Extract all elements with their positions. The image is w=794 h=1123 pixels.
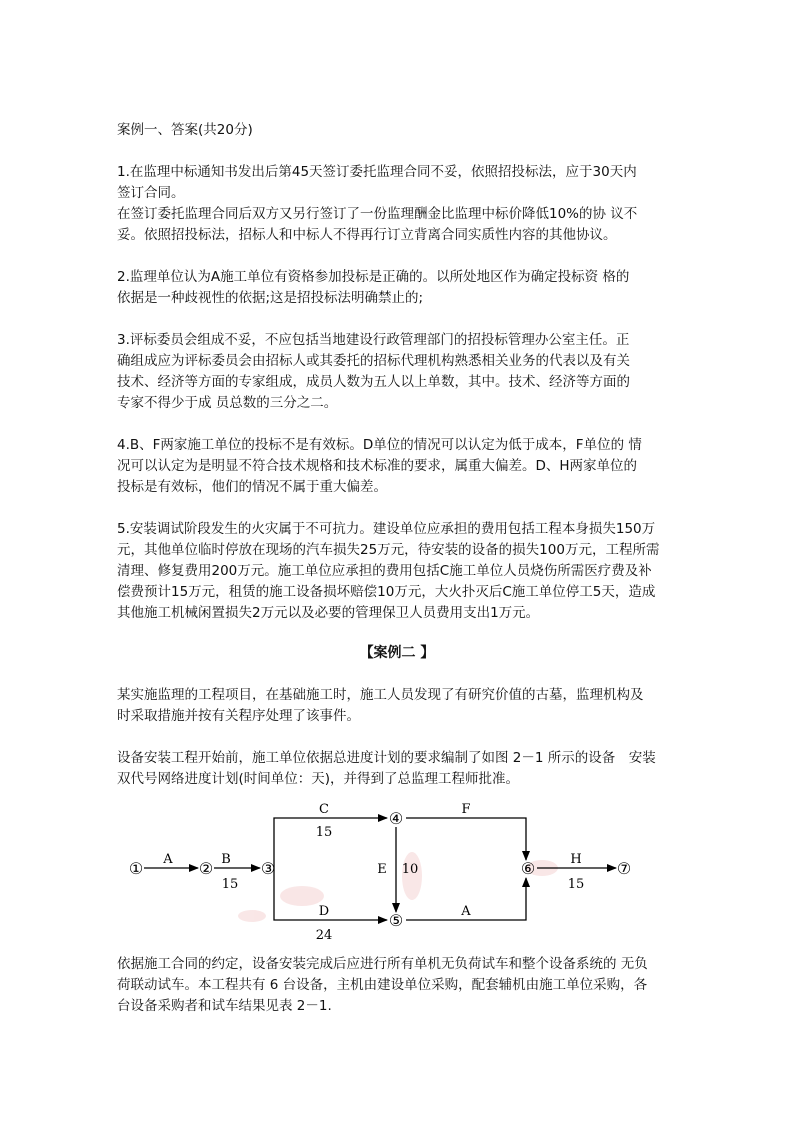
activity-a2-label: A	[461, 904, 471, 919]
answer5-line4: 偿费预计15万元，租赁的施工设备损坏赔偿10万元，大火扑灭后C施工单位停工5天，造成	[117, 584, 656, 600]
answer1-line3: 在签订委托监理合同后双方又另行签订了一份监理酬金比监理中标价降低10%的协 议不	[117, 206, 638, 222]
activity-c-duration: 15	[315, 825, 333, 840]
answer5-line3: 清理、修复费用200万元。施工单位应承担的费用包括C施工单位人员烧伤所需医疗费及补	[117, 563, 652, 579]
answer3-line2: 确组成应为评标委员会由招标人或其委托的招标代理机构熟悉相关业务的代表以及有关	[117, 353, 630, 369]
node-6: ⑥	[520, 859, 536, 878]
answer1-line4: 妥。依照招投标法，招标人和中标人不得再行订立背离合同实质性内容的其他协议。	[117, 227, 617, 243]
case2-para1-line2: 时采取措施并按有关程序处理了该事件。	[117, 708, 360, 724]
answer1-line2: 签订合同。	[117, 185, 185, 201]
network-diagram	[122, 796, 658, 942]
answer4-line3: 投标是有效标，他们的情况不属于重大偏差。	[117, 479, 387, 495]
activity-e-duration: 10	[401, 862, 419, 877]
activity-h-label: H	[570, 852, 582, 867]
answer2-line1: 2.监理单位认为A施工单位有资格参加投标是正确的。以所处地区作为确定投标资 格的	[117, 269, 630, 285]
answer2-line2: 依据是一种歧视性的依据;这是招投标法明确禁止的;	[117, 290, 424, 306]
case1-title: 案例一、答案(共20分)	[117, 122, 253, 138]
activity-f-label: F	[461, 802, 471, 817]
node-4: ④	[388, 809, 404, 828]
case2-para3-line3: 台设备采购者和试车结果见表 2－1.	[117, 998, 332, 1014]
activity-d-label: D	[318, 904, 330, 919]
answer5-line5: 其他施工机械闲置损失2万元以及必要的管理保卫人员费用支出1万元。	[117, 605, 540, 621]
activity-b-duration: 15	[221, 877, 239, 892]
node-2: ②	[198, 859, 214, 878]
activity-b-label: B	[221, 852, 231, 867]
answer5-line2: 元，其他单位临时停放在现场的汽车损失25万元，待安装的设备的损失100万元，工程所需	[117, 542, 660, 558]
case2-para2-line1: 设备安装工程开始前，施工单位依据总进度计划的要求编制了如图 2－1 所示的设备 安装	[117, 750, 656, 766]
activity-h-duration: 15	[567, 877, 585, 892]
case2-para1-line1: 某实施监理的工程项目，在基础施工时，施工人员发现了有研究价值的古墓，监理机构及	[117, 687, 644, 703]
answer4-line1: 4.B、F两家施工单位的投标不是有效标。D单位的情况可以认定为低于成本，F单位的 情	[117, 437, 642, 453]
node-5: ⑤	[388, 911, 404, 930]
activity-c-label: C	[319, 802, 329, 817]
case2-para2-line2: 双代号网络进度计划(时间单位：天)，并得到了总监理工程师批准。	[117, 771, 520, 787]
answer3-line4: 专家不得少于成 员总数的三分之二。	[117, 395, 338, 411]
node-3: ③	[260, 859, 276, 878]
case2-para3-line2: 荷联动试车。本工程共有 6 台设备，主机由建设单位采购，配套辅机由施工单位采购，各	[117, 977, 648, 993]
case2-para3-line1: 依据施工合同的约定，设备安装完成后应进行所有单机无负荷试车和整个设备系统的 无负	[117, 956, 648, 972]
activity-e-label: E	[377, 862, 387, 877]
answer3-line3: 技术、经济等方面的专家组成，成员人数为五人以上单数，其中。技术、经济等方面的	[117, 374, 630, 390]
answer3-line1: 3.评标委员会组成不妥，不应包括当地建设行政管理部门的招投标管理办公室主任。正	[117, 332, 630, 348]
activity-d-duration: 24	[315, 928, 333, 942]
activity-a-label: A	[163, 852, 173, 867]
node-7: ⑦	[616, 859, 632, 878]
case2-heading: 【案例二 】	[359, 645, 435, 661]
answer5-line1: 5.安装调试阶段发生的火灾属于不可抗力。建设单位应承担的费用包括工程本身损失150万	[117, 521, 656, 537]
node-1: ①	[128, 859, 144, 878]
answer4-line2: 况可以认定为是明显不符合技术规格和技术标准的要求，属重大偏差。D、H两家单位的	[117, 458, 638, 474]
answer1-line1: 1.在监理中标通知书发出后第45天签订委托监理合同不妥，依照招投标法，应于30天内	[117, 164, 637, 180]
